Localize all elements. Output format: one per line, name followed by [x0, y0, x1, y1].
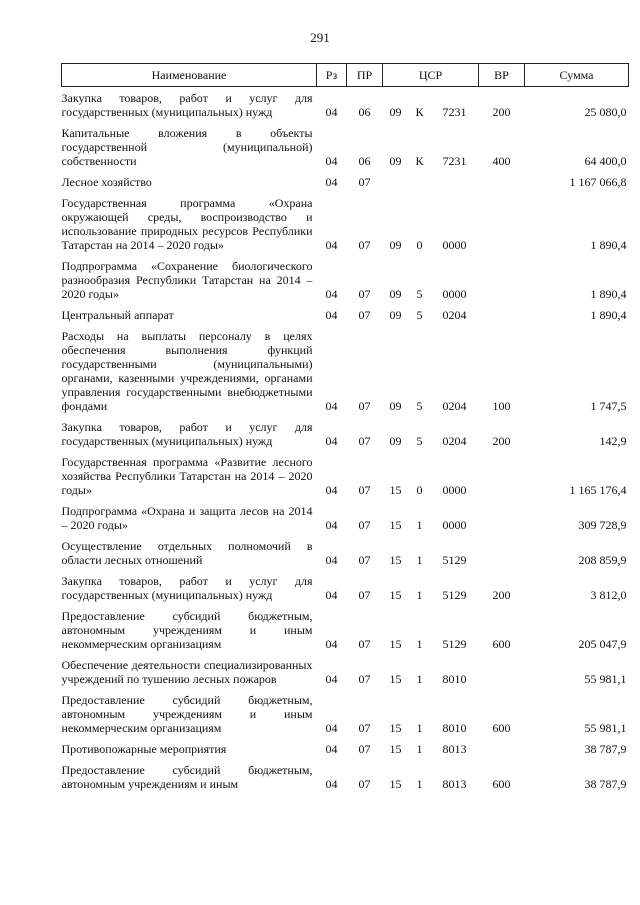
row-csr-subprogram: 1: [416, 721, 423, 735]
table-row: [62, 605, 629, 654]
row-pr: 06: [358, 154, 371, 168]
row-csr-subprogram: [409, 171, 431, 192]
row-pr: 07: [358, 287, 371, 301]
row-vr: 600: [492, 637, 511, 651]
row-sum: 1 165 176,4: [569, 483, 627, 497]
row-rz: 04: [325, 742, 338, 756]
row-vr: [479, 535, 525, 570]
row-pr: 07: [358, 777, 371, 791]
row-csr-direction: 0000: [442, 483, 467, 497]
row-vr: 200: [492, 105, 511, 119]
row-pr: 07: [358, 742, 371, 756]
row-vr: [479, 451, 525, 500]
row-csr-subprogram: 5: [416, 287, 423, 301]
row-pr: 07: [358, 518, 371, 532]
row-csr-program: 15: [389, 742, 402, 756]
row-sum: 142,9: [599, 434, 627, 448]
row-vr: 200: [492, 434, 511, 448]
row-csr-subprogram: 5: [416, 434, 423, 448]
row-pr: 06: [358, 105, 371, 119]
row-csr-program: 09: [389, 399, 402, 413]
row-csr-program: 15: [389, 672, 402, 686]
row-csr-program: [383, 171, 409, 192]
column-header-sum: Сумма: [525, 64, 629, 87]
table-header-row: [62, 64, 629, 87]
table-row: [62, 416, 629, 451]
column-header-pr: ПР: [347, 64, 383, 87]
row-csr-direction: 7231: [442, 105, 467, 119]
row-csr-program: 15: [389, 518, 402, 532]
row-csr-program: 09: [389, 434, 402, 448]
row-csr-direction: 8013: [442, 777, 467, 791]
row-csr-direction: 0204: [442, 399, 467, 413]
row-vr: 400: [492, 154, 511, 168]
row-rz: 04: [325, 483, 338, 497]
row-name: Лесное хозяйство: [61, 175, 152, 189]
row-csr-direction: 8010: [442, 672, 467, 686]
table-row: [62, 689, 629, 738]
row-sum: 1 890,4: [590, 308, 627, 322]
table-row: [62, 738, 629, 759]
row-pr: 07: [358, 588, 371, 602]
row-rz: 04: [325, 434, 338, 448]
row-csr-direction: 0000: [442, 238, 467, 252]
row-sum: 64 400,0: [584, 154, 627, 168]
row-name: Подпрограмма «Сохранение биологического разнообразия Республики Татарстан на 2014 – 2020 годы»: [61, 259, 313, 301]
row-csr-program: 09: [389, 154, 402, 168]
row-csr-direction: [431, 171, 479, 192]
row-pr: 07: [358, 721, 371, 735]
row-pr: 07: [358, 399, 371, 413]
row-rz: 04: [325, 588, 338, 602]
row-sum: 309 728,9: [578, 518, 627, 532]
row-csr-program: 09: [389, 105, 402, 119]
row-sum: 55 981,1: [584, 721, 627, 735]
row-name: Обеспечение деятельности специализированных учреждений по тушению лесных пожаров: [61, 658, 313, 686]
row-csr-subprogram: 1: [416, 637, 423, 651]
table-row: [62, 304, 629, 325]
row-vr: [479, 192, 525, 255]
table-row: [62, 122, 629, 171]
row-csr-direction: 5129: [442, 588, 467, 602]
column-header-csr: ЦСР: [383, 64, 479, 87]
row-vr: 600: [492, 777, 511, 791]
row-name: Осуществление отдельных полномочий в области лесных отношений: [61, 539, 313, 567]
row-rz: 04: [325, 175, 338, 189]
table-row: [62, 451, 629, 500]
row-pr: 07: [358, 308, 371, 322]
row-vr: [479, 500, 525, 535]
row-csr-subprogram: 1: [416, 742, 423, 756]
row-csr-program: 15: [389, 553, 402, 567]
row-csr-subprogram: К: [415, 105, 424, 119]
row-vr: [479, 255, 525, 304]
page-number: 291: [310, 30, 330, 45]
row-name: Закупка товаров, работ и услуг для государственных (муниципальных) нужд: [61, 91, 313, 119]
row-sum: 1 747,5: [590, 399, 627, 413]
row-csr-direction: 5129: [442, 637, 467, 651]
row-csr-subprogram: 0: [416, 483, 423, 497]
row-sum: 55 981,1: [584, 672, 627, 686]
row-csr-program: 09: [389, 287, 402, 301]
table-row: [62, 87, 629, 123]
row-csr-direction: 7231: [442, 154, 467, 168]
table-row: [62, 500, 629, 535]
row-name: Центральный аппарат: [61, 308, 174, 322]
row-name: Закупка товаров, работ и услуг для государственных (муниципальных) нужд: [61, 420, 313, 448]
row-vr: [479, 654, 525, 689]
row-pr: 07: [358, 553, 371, 567]
table-row: [62, 570, 629, 605]
row-name: Противопожарные мероприятия: [61, 742, 227, 756]
row-sum: 25 080,0: [584, 105, 627, 119]
row-name: Государственная программа «Развитие лесного хозяйства Республики Татарстан на 2014 – 2020 годы»: [61, 455, 313, 497]
row-rz: 04: [325, 399, 338, 413]
row-csr-program: 09: [389, 308, 402, 322]
row-sum: 208 859,9: [578, 553, 627, 567]
row-csr-subprogram: 1: [416, 553, 423, 567]
row-rz: 04: [325, 777, 338, 791]
row-pr: 07: [358, 637, 371, 651]
row-csr-direction: 8013: [442, 742, 467, 756]
row-sum: 1 890,4: [590, 287, 627, 301]
row-pr: 07: [358, 672, 371, 686]
row-sum: 205 047,9: [578, 637, 627, 651]
row-csr-direction: 5129: [442, 553, 467, 567]
row-sum: 38 787,9: [584, 742, 627, 756]
row-csr-direction: 0000: [442, 287, 467, 301]
budget-table: [61, 63, 629, 794]
row-name: Расходы на выплаты персоналу в целях обеспечения выполнения функций государственными (муниципальными) органами, казенными учреждениями, органами управления государственными внебюджетными фондами: [61, 329, 313, 413]
row-pr: 07: [358, 238, 371, 252]
row-sum: 1 890,4: [590, 238, 627, 252]
row-rz: 04: [325, 105, 338, 119]
row-pr: 07: [358, 175, 371, 189]
row-csr-direction: 0000: [442, 518, 467, 532]
row-csr-program: 15: [389, 721, 402, 735]
row-csr-program: 09: [389, 238, 402, 252]
column-header-rz: Рз: [317, 64, 347, 87]
row-sum: 1 167 066,8: [569, 175, 627, 189]
column-header-name: Наименование: [62, 64, 317, 87]
table-row: [62, 654, 629, 689]
row-sum: 38 787,9: [584, 777, 627, 791]
row-rz: 04: [325, 287, 338, 301]
table-row: [62, 171, 629, 192]
row-vr: [479, 171, 525, 192]
row-csr-subprogram: К: [415, 154, 424, 168]
row-csr-direction: 0204: [442, 308, 467, 322]
row-name: Подпрограмма «Охрана и защита лесов на 2014 – 2020 годы»: [61, 504, 313, 532]
row-rz: 04: [325, 154, 338, 168]
row-vr: [479, 738, 525, 759]
table-row: [62, 192, 629, 255]
row-rz: 04: [325, 637, 338, 651]
row-csr-direction: 8010: [442, 721, 467, 735]
row-csr-subprogram: 0: [416, 238, 423, 252]
row-vr: 200: [492, 588, 511, 602]
row-rz: 04: [325, 308, 338, 322]
row-csr-subprogram: 1: [416, 588, 423, 602]
table-row: [62, 255, 629, 304]
row-sum: 3 812,0: [590, 588, 627, 602]
row-name: Закупка товаров, работ и услуг для государственных (муниципальных) нужд: [61, 574, 313, 602]
row-csr-subprogram: 5: [416, 399, 423, 413]
row-csr-subprogram: 1: [416, 672, 423, 686]
row-csr-direction: 0204: [442, 434, 467, 448]
row-name: Капитальные вложения в объекты государственной (муниципальной) собственности: [61, 126, 313, 168]
row-csr-program: 15: [389, 777, 402, 791]
row-vr: 100: [492, 399, 511, 413]
row-name: Государственная программа «Охрана окружающей среды, воспроизводство и использование природных ресурсов Республики Татарстан на 2014 – 2020 годы»: [61, 196, 313, 252]
table-row: [62, 759, 629, 794]
table-row: [62, 325, 629, 416]
table-row: [62, 535, 629, 570]
row-rz: 04: [325, 518, 338, 532]
row-csr-program: 15: [389, 637, 402, 651]
row-rz: 04: [325, 553, 338, 567]
row-name: Предоставление субсидий бюджетным, автономным учреждениям и иным некоммерческим организациям: [61, 609, 313, 651]
row-name: Предоставление субсидий бюджетным, автономным учреждениям и иным некоммерческим организациям: [61, 693, 313, 735]
column-header-vr: ВР: [479, 64, 525, 87]
row-rz: 04: [325, 721, 338, 735]
row-csr-program: 15: [389, 588, 402, 602]
table-body: [62, 87, 629, 795]
row-pr: 07: [358, 483, 371, 497]
row-csr-subprogram: 1: [416, 777, 423, 791]
row-csr-subprogram: 1: [416, 518, 423, 532]
row-rz: 04: [325, 238, 338, 252]
row-rz: 04: [325, 672, 338, 686]
row-name: Предоставление субсидий бюджетным, автономным учреждениям и иным: [61, 763, 313, 791]
row-csr-program: 15: [389, 483, 402, 497]
row-vr: [479, 304, 525, 325]
row-csr-subprogram: 5: [416, 308, 423, 322]
row-pr: 07: [358, 434, 371, 448]
row-vr: 600: [492, 721, 511, 735]
